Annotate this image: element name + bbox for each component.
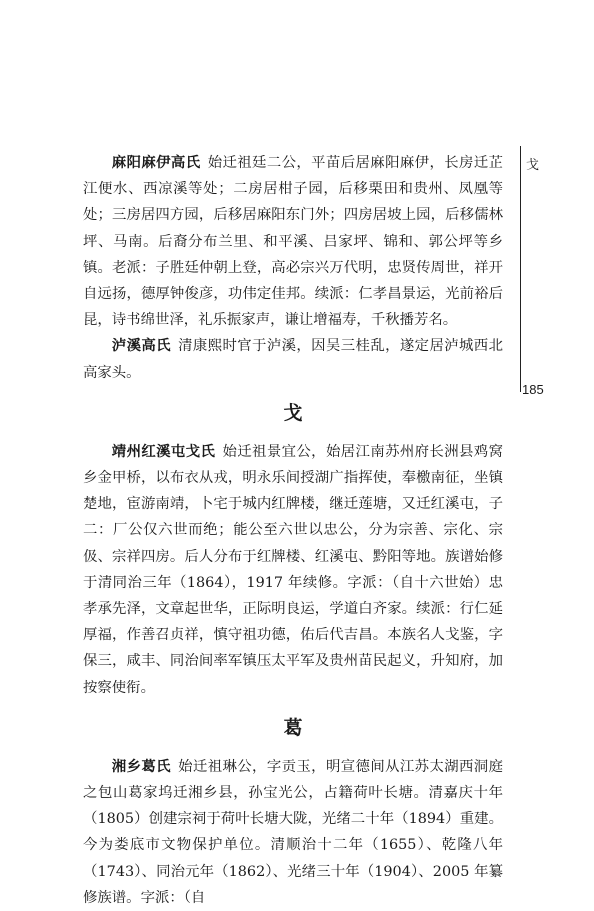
entry-body: 始迁祖廷二公，平苗后居麻阳麻伊，长房迁芷江便水、西凉溪等处；二房居柑子园，后移栗田和贵州、凤凰等处；三房居四方园，后移居麻阳东门外；四房居坡上园，后移儒林坪、马南。后裔分布兰里、和平溪、吕家坪、锦和、郭公坪等乡镇。老派：子胜廷仲朝上登，高必宗兴万代明，忠贤传周世，祥开自远扬，德厚钟俊彦，功伟定佳邦。续派：仁孝昌景运，光前裕后昆，诗书绵世泽，礼乐振家声，谦让增福寿，千秋播芳名。 — [83, 155, 503, 329]
entry-title: 靖州红溪屯戈氏 — [111, 442, 216, 460]
entry-title: 麻阳麻伊高氏 — [111, 154, 201, 171]
margin-rule — [520, 146, 521, 392]
surname-heading-ge: 戈 — [283, 401, 303, 424]
entry-xiangxiang-ge — [83, 754, 503, 911]
entry-body: 始迁祖琳公，字贡玉，明宣德间从江苏太湖西洞庭之包山葛家坞迁湘乡县，孙宝光公，占籍荷叶长塘。清嘉庆十年（1805）创建宗祠于荷叶长塘大陇，光绪二十年（1894）重建。今为娄底市文物保护单位。清顺治十二年（1655）、乾隆八年（1743）、同治元年（1862）、光绪三十年（1904）、2005 年纂修族谱。字派：（自 — [83, 758, 503, 906]
text-column — [83, 150, 503, 911]
surname-heading-ge2: 葛 — [283, 716, 303, 739]
entry-mayang-gao — [83, 150, 503, 333]
running-head-char: 戈 — [526, 158, 540, 173]
entry-title: 湘乡葛氏 — [111, 757, 171, 775]
entry-title: 泸溪高氏 — [111, 337, 171, 355]
entry-jingzhou-ge — [83, 439, 503, 701]
entry-body: 始迁祖景宜公，始居江南苏州府长洲县鸡窝乡金甲桥，以布衣从戎，明永乐间授湖广指挥使，奉檄南征，坐镇楚地，宦游南靖，卜宅于城内红牌楼，继迁莲塘，又迁红溪屯，子二：厂公仅六世而绝；能公至六世以忠公，分为宗善、宗化、宗伋、宗祥四房。后人分布于红牌楼、红溪屯、黔阳等地。族谱始修于清同治三年（1864），1917 年续修。字派：（自十六世始）忠孝承先泽，文章起世华，正际明良运，学道白齐家。续派：行仁延厚福，作善召贞祥，慎守祖功德，佑后代吉昌。本族名人戈鉴，字保三，咸丰、同治间率军镇压太平军及贵州苗民起义，升知府，加按察使衔。 — [83, 443, 503, 696]
page-number: 185 — [522, 382, 544, 397]
entry-body: 清康熙时官于泸溪，因吴三桂乱，遂定居泸城西北高家头。 — [83, 338, 503, 381]
entry-luxi-gao — [83, 333, 503, 385]
